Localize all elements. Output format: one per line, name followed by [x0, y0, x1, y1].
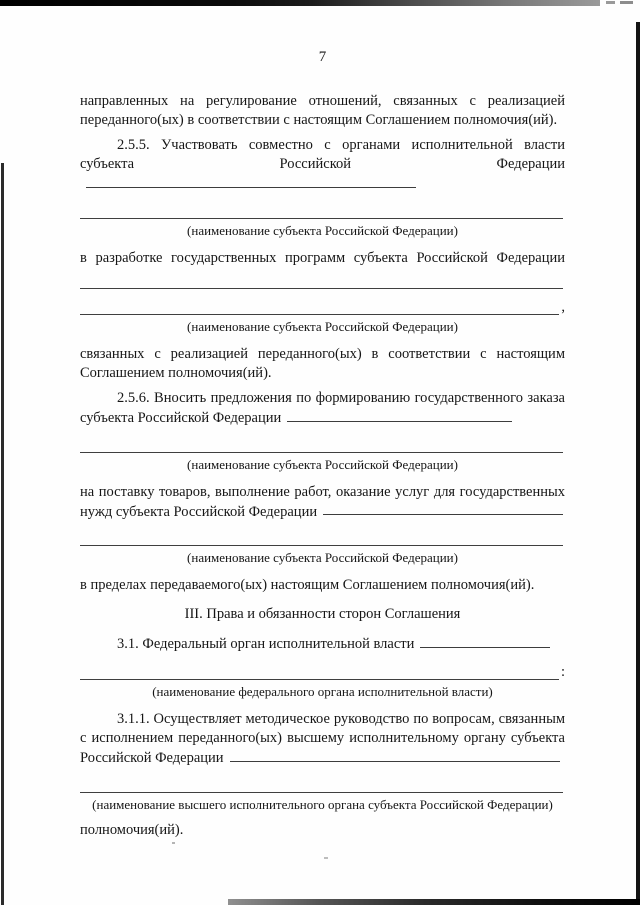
blank-rule: [80, 778, 563, 793]
field-caption: (наименование федерального органа исполнительной власти): [152, 684, 493, 700]
paragraph-text: в разработке государственных программ субъекта Российской Федерации: [80, 249, 565, 266]
blank-rule: [80, 531, 563, 546]
paragraph-text: направленных на регулирование отношений, связанных с реализацией переданного(ых) в соответствии с настоящим Соглашением полномочия(ий).: [80, 93, 565, 128]
field-caption: (наименование субъекта Российской Федерации): [187, 456, 458, 472]
field-caption: (наименование субъекта Российской Федерации): [187, 222, 458, 238]
paragraph-clause-3-1: [80, 634, 565, 654]
paragraph-text: в пределах передаваемого(ых) настоящим Соглашением полномочия(ий).: [80, 577, 535, 594]
fill-in-line: [80, 204, 565, 219]
blank-rule: [80, 300, 559, 315]
paragraph: [80, 576, 565, 595]
paragraph-text: 2.5.6. Вносить предложения по формированию государственного заказа субъекта Российской Федерации: [80, 389, 565, 426]
scan-artifact-right-bar: [636, 22, 640, 905]
fill-in-line: [80, 665, 565, 680]
fill-in-line: [80, 438, 565, 453]
paragraph-clause-3-1-1: [80, 710, 565, 768]
fill-in-line: [80, 300, 565, 315]
paragraph-text: 3.1. Федеральный орган исполнительной власти: [117, 636, 415, 653]
fill-in-line: [80, 778, 565, 793]
paragraph-text: полномочия(ий).: [80, 821, 184, 838]
blank-rule: [80, 274, 563, 289]
scan-speck: [324, 857, 328, 859]
paragraph-clause-2-5-6: [80, 389, 565, 428]
fill-in-line: [80, 531, 565, 546]
section-heading: III. Права и обязанности сторон Соглашения: [184, 606, 461, 623]
paragraph-text: связанных с реализацией переданного(ых) в соответствии с настоящим Соглашением полномочия(ий).: [80, 345, 565, 381]
paragraph: [80, 345, 565, 383]
scan-speck: [172, 842, 175, 844]
blank-rule: [80, 204, 563, 219]
fill-in-blank: [323, 502, 563, 516]
paragraph: [80, 821, 565, 840]
paragraph: [80, 92, 565, 130]
blank-rule: [80, 665, 559, 680]
fill-in-blank: [287, 408, 512, 422]
blank-rule: [80, 438, 563, 453]
fill-in-blank: [230, 748, 560, 762]
scan-artifact-left-line: [1, 163, 4, 905]
paragraph-text: на поставку товаров, выполнение работ, оказание услуг для государственных нужд субъекта Российской Федерации: [80, 483, 565, 520]
line-tail-char: ,: [561, 298, 565, 315]
scan-artifact-top-dash: [620, 1, 633, 4]
paragraph: [80, 483, 565, 522]
paragraph-text: 2.5.5. Участвовать совместно с органами исполнительной власти субъекта Российской Федерации: [80, 137, 565, 172]
document-body: [80, 0, 565, 840]
field-caption: (наименование субъекта Российской Федерации): [187, 318, 458, 334]
line-tail-char: :: [560, 664, 565, 681]
fill-in-line: [80, 274, 565, 289]
fill-in-blank: [86, 174, 416, 188]
paragraph: [80, 249, 565, 268]
paragraph-text: 3.1.1. Осуществляет методическое руководство по вопросам, связанным с исполнением переданного(ых) высшему исполнительному органу субъекта Российской Федерации: [80, 711, 565, 766]
fill-in-blank: [420, 634, 550, 648]
field-caption: (наименование высшего исполнительного органа субъекта Российской Федерации): [92, 796, 553, 812]
scan-artifact-top-dash: [606, 1, 615, 4]
page-number: 7: [318, 49, 327, 65]
field-caption: (наименование субъекта Российской Федерации): [187, 550, 458, 566]
paragraph-clause-2-5-5: [80, 136, 565, 194]
scan-artifact-bottom-bar: [228, 899, 640, 905]
